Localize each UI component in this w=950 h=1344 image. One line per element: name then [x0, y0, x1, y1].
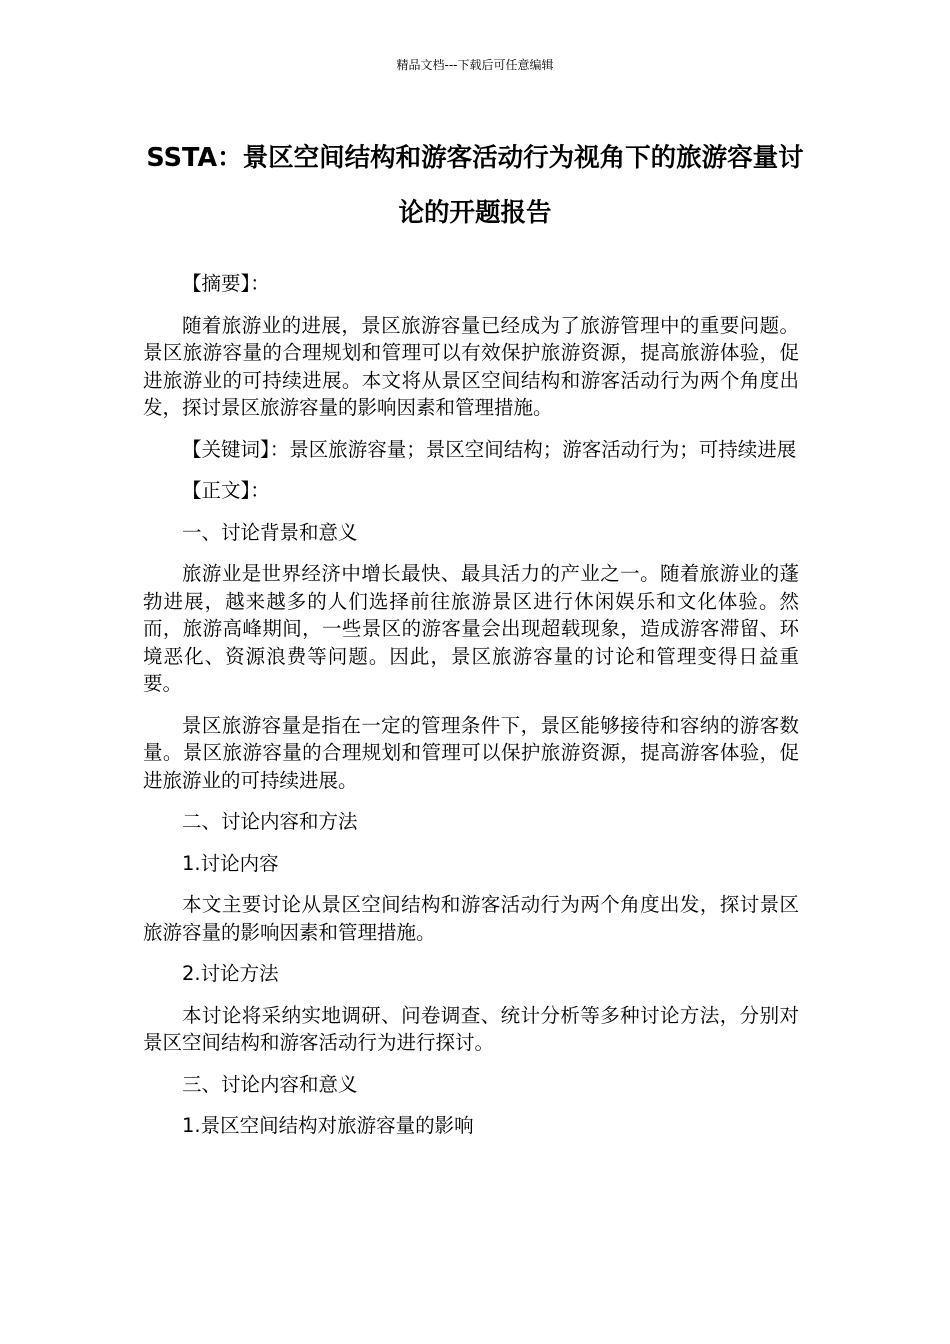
paragraph: 本讨论将采纳实地调研、问卷调查、统计分析等多种讨论方法，分别对景区空间结构和游客活动行为进行探讨。 [143, 1003, 799, 1054]
subsection-heading: 2.讨论方法 [182, 962, 279, 985]
section-heading-3: 三、讨论内容和意义 [182, 1072, 358, 1096]
paragraph: 本文主要讨论从景区空间结构和游客活动行为两个角度出发，探讨景区旅游容量的影响因素和管理措施。 [143, 893, 799, 944]
paragraph: 旅游业是世界经济中增长最快、最具活力的产业之一。随着旅游业的蓬勃进展，越来越多的人们选择前往旅游景区进行休闲娱乐和文化体验。然而，旅游高峰期间，一些景区的游客量会出现超载现象，造成游客滞留、环境恶化、资源浪费等问题。因此，景区旅游容量的讨论和管理变得日益重要。 [143, 562, 799, 695]
keywords: 【关键词】：景区旅游容量；景区空间结构；游客活动行为；可持续进展 [182, 437, 797, 461]
section-heading-2: 二、讨论内容和方法 [182, 810, 358, 833]
paragraph: 景区旅游容量是指在一定的管理条件下，景区能够接待和容纳的游客数量。景区旅游容量的合理规划和管理可以保护旅游资源，提高游客体验，促进旅游业的可持续进展。 [143, 713, 799, 792]
subsection-heading: 1.景区空间结构对旅游容量的影响 [182, 1114, 474, 1137]
document-body [143, 270, 799, 1154]
subsection-heading: 1.讨论内容 [182, 851, 279, 875]
section-heading-1: 一、讨论背景和意义 [182, 520, 358, 544]
abstract-heading: 【摘要】： [182, 272, 270, 295]
abstract-text: 随着旅游业的进展，景区旅游容量已经成为了旅游管理中的重要问题。景区旅游容量的合理规划和管理可以有效保护旅游资源，提高旅游体验，促进旅游业的可持续进展。本文将从景区空间结构和游客活动行为两个角度出发，探讨景区旅游容量的影响因素和管理措施。 [143, 313, 799, 419]
main-text-heading: 【正文】： [182, 479, 270, 502]
document-title: SSTA：景区空间结构和游客活动行为视角下的旅游容量讨论的开题报告 [146, 143, 804, 228]
header-note: 精品文档---下载后可任意编辑 [396, 58, 554, 72]
